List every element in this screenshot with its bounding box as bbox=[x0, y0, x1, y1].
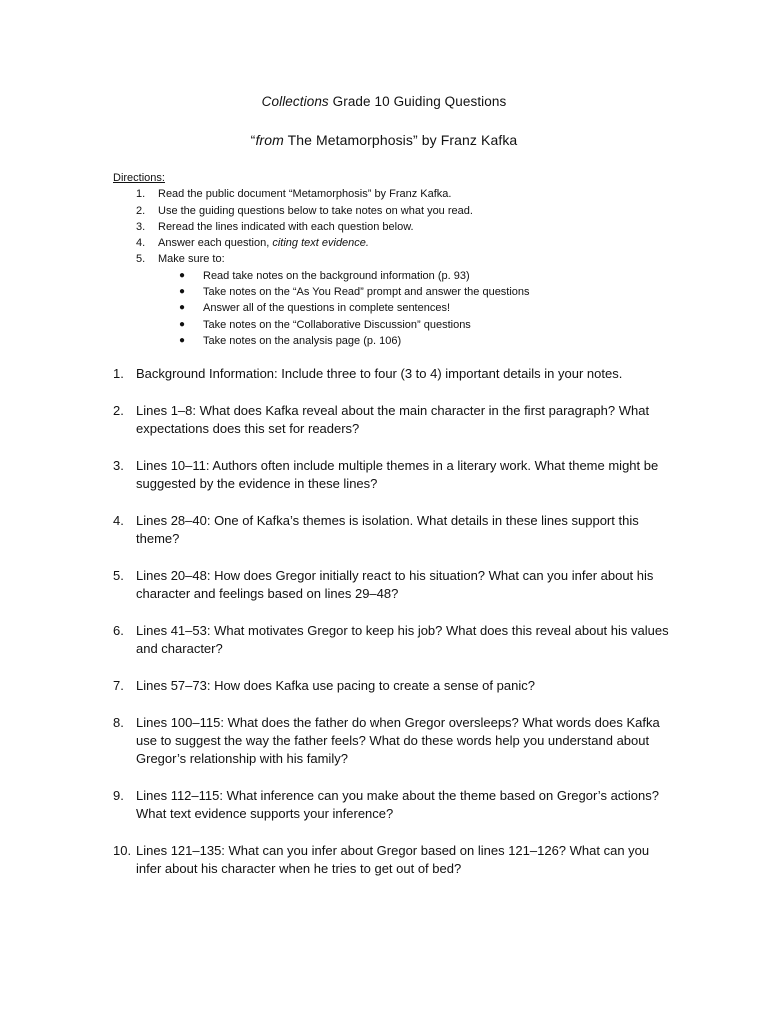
question-label: Lines 1–8: bbox=[136, 403, 196, 418]
directions-item-number: 4. bbox=[136, 237, 146, 250]
question-item bbox=[113, 567, 673, 603]
question-item bbox=[113, 677, 673, 695]
directions-item bbox=[113, 203, 673, 219]
directions-item-text: Make sure to: bbox=[158, 253, 225, 266]
question-body bbox=[136, 402, 673, 438]
directions-item-number: 2. bbox=[136, 204, 146, 217]
bullet-text: Answer all of the questions in complete sentences! bbox=[203, 302, 451, 315]
question-text: What can you infer about Gregor based on lines 121–126? What can you infer about his character when he tries to get out of bed? bbox=[136, 843, 650, 876]
question-label: Lines 57–73: bbox=[136, 678, 211, 693]
directions-item-number: 3. bbox=[136, 220, 146, 233]
question-label: Background Information: bbox=[136, 366, 278, 381]
subtitle-italic: from bbox=[255, 132, 284, 148]
question-text: What does Kafka reveal about the main character in the first paragraph? What expectations does this set for readers? bbox=[136, 403, 650, 436]
bullet-text: Read take notes on the background information (p. 93) bbox=[203, 269, 470, 282]
question-body bbox=[136, 677, 673, 695]
question-item bbox=[113, 842, 673, 878]
question-label: Lines 121–135: bbox=[136, 843, 225, 858]
directions-list bbox=[113, 186, 673, 267]
bullet-icon: ● bbox=[179, 302, 186, 314]
directions-item bbox=[113, 235, 673, 251]
question-text: What motivates Gregor to keep his job? What does this reveal about his values and character? bbox=[136, 623, 669, 656]
directions-item bbox=[113, 219, 673, 235]
bullet-text: Take notes on the “Collaborative Discussion” questions bbox=[203, 318, 471, 331]
question-body bbox=[136, 842, 673, 878]
directions-item-number: 1. bbox=[136, 188, 146, 201]
question-number: 3. bbox=[113, 458, 124, 473]
question-body bbox=[136, 622, 673, 658]
bullet-item bbox=[113, 284, 673, 300]
question-text: How does Kafka use pacing to create a sense of panic? bbox=[210, 678, 535, 693]
questions-list bbox=[113, 365, 673, 897]
bullet-item bbox=[113, 300, 673, 316]
directions-item-number: 5. bbox=[136, 253, 146, 266]
question-number: 10. bbox=[113, 843, 132, 858]
question-item bbox=[113, 714, 673, 768]
bullet-text: Take notes on the “As You Read” prompt and answer the questions bbox=[203, 286, 530, 299]
question-body bbox=[136, 567, 673, 603]
question-label: Lines 41–53: bbox=[136, 623, 211, 638]
directions-item bbox=[113, 251, 673, 267]
directions-item-italic: citing text evidence. bbox=[272, 237, 369, 250]
directions-section bbox=[113, 170, 673, 349]
question-number: 2. bbox=[113, 403, 124, 418]
bullet-icon: ● bbox=[179, 269, 186, 281]
question-body bbox=[136, 365, 673, 383]
directions-item-text: Reread the lines indicated with each question below. bbox=[158, 220, 414, 233]
bullet-item bbox=[113, 317, 673, 333]
bullet-icon: ● bbox=[179, 334, 186, 346]
directions-item-text: Read the public document “Metamorphosis” by Franz Kafka. bbox=[158, 188, 452, 201]
directions-item-text: Use the guiding questions below to take notes on what you read. bbox=[158, 204, 473, 217]
question-item bbox=[113, 402, 673, 438]
question-number: 8. bbox=[113, 715, 124, 730]
question-text: Authors often include multiple themes in a literary work. What theme might be suggested by the evidence in these lines? bbox=[136, 458, 659, 491]
bullet-icon: ● bbox=[179, 286, 186, 298]
directions-item bbox=[113, 186, 673, 202]
question-body bbox=[136, 512, 673, 548]
question-body bbox=[136, 457, 673, 493]
question-body bbox=[136, 714, 673, 768]
question-number: 9. bbox=[113, 788, 124, 803]
question-label: Lines 20–48: bbox=[136, 568, 211, 583]
directions-heading: Directions: bbox=[113, 172, 165, 184]
bullet-icon: ● bbox=[179, 318, 186, 330]
bullet-item bbox=[113, 333, 673, 349]
question-text: Include three to four (3 to 4) important details in your notes. bbox=[277, 366, 623, 381]
question-item bbox=[113, 787, 673, 823]
question-text: How does Gregor initially react to his situation? What can you infer about his character and feelings based on lines 29–48? bbox=[136, 568, 654, 601]
question-label: Lines 112–115: bbox=[136, 788, 223, 803]
subtitle-rest: The Metamorphosis” by Franz Kafka bbox=[283, 132, 518, 148]
document-title bbox=[0, 94, 768, 109]
question-item bbox=[113, 622, 673, 658]
directions-item-text-wrap bbox=[158, 235, 369, 251]
question-label: Lines 100–115: bbox=[136, 715, 224, 730]
subtitle-open-quote: “ bbox=[250, 132, 256, 148]
document-subtitle bbox=[0, 132, 768, 148]
question-label: Lines 28–40: bbox=[136, 513, 211, 528]
question-number: 6. bbox=[113, 623, 124, 638]
bullet-text: Take notes on the analysis page (p. 106) bbox=[203, 334, 402, 347]
title-rest: Grade 10 Guiding Questions bbox=[328, 94, 507, 109]
question-text: What inference can you make about the theme based on Gregor’s actions? What text evidence supports your inference? bbox=[136, 788, 659, 821]
question-item bbox=[113, 365, 673, 383]
question-text: What does the father do when Gregor oversleeps? What words does Kafka use to suggest the way the father feels? What do these words help you understand about Gregor’s relationship with his family? bbox=[136, 715, 660, 766]
question-number: 4. bbox=[113, 513, 124, 528]
question-item bbox=[113, 512, 673, 548]
question-item bbox=[113, 457, 673, 493]
directions-item-text: Answer each question, bbox=[158, 237, 273, 250]
question-body bbox=[136, 787, 673, 823]
bullet-item bbox=[113, 268, 673, 284]
make-sure-list bbox=[113, 268, 673, 349]
question-text: One of Kafka’s themes is isolation. What details in these lines support this theme? bbox=[136, 513, 639, 546]
question-number: 1. bbox=[113, 366, 124, 381]
question-number: 5. bbox=[113, 568, 124, 583]
question-number: 7. bbox=[113, 678, 124, 693]
question-label: Lines 10–11: bbox=[136, 458, 210, 473]
title-italic: Collections bbox=[261, 94, 329, 109]
